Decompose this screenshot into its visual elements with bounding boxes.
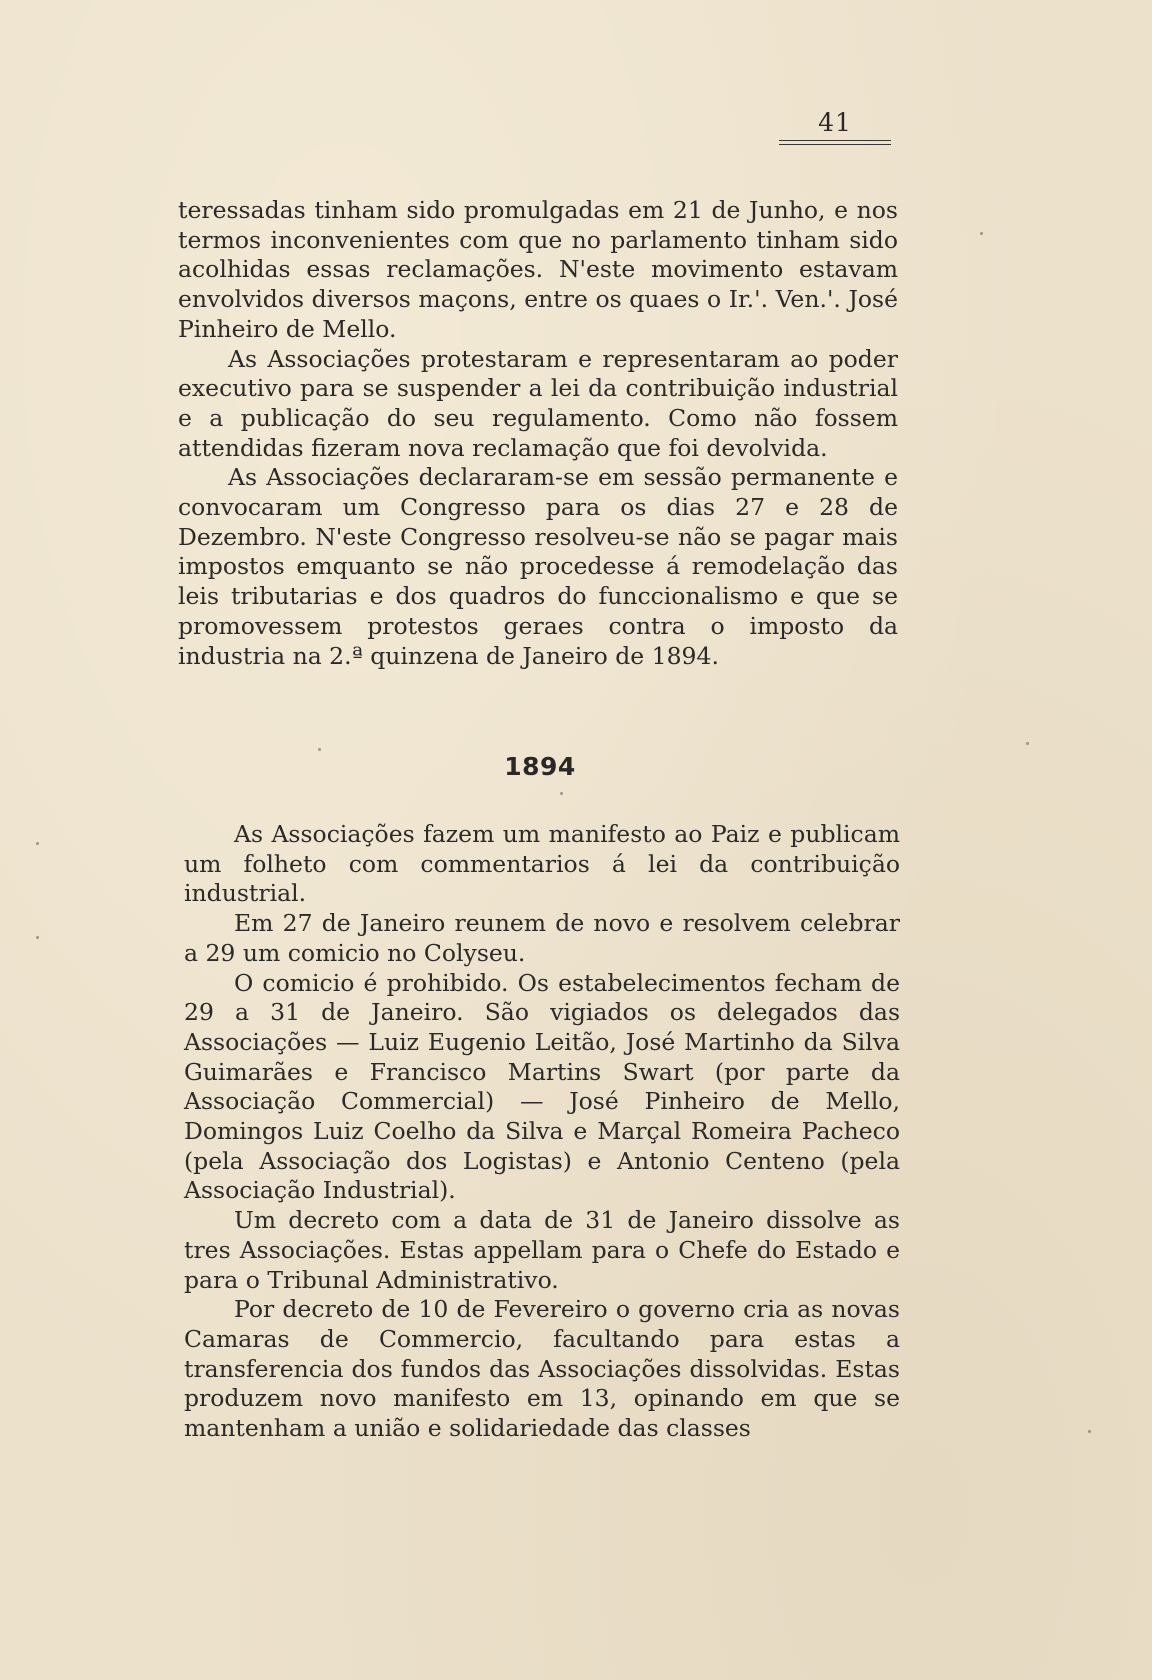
text-block-top (178, 196, 898, 671)
paper-speck (36, 842, 39, 845)
paragraph: teressadas tinham sido promulgadas em 21 de Junho, e nos termos inconvenientes com que no parlamento tinham sido acolhidas essas reclamações. N'este movimento estavam envolvidos diversos maçons, entre os quaes o Ir.'. Ven.'. José Pinheiro de Mello. (178, 196, 898, 343)
paper-speck (560, 792, 563, 795)
page-number-rule-lower (779, 144, 891, 145)
paragraph: Por decreto de 10 de Fevereiro o governo cria as novas Camaras de Commercio, facultando para estas a transferencia dos fundos das Associações dissolvidas. Estas produzem novo manifesto em 13, opinando em que se mantenham a união e solidariedade das classes (184, 1295, 900, 1443)
paper-speck (36, 936, 39, 939)
paper-speck (980, 232, 983, 235)
paper-speck (1026, 742, 1029, 745)
paragraph: Em 27 de Janeiro reunem de novo e resolvem celebrar a 29 um comicio no Colyseu. (184, 909, 900, 967)
paragraph: As Associações declararam-se em sessão permanente e convocaram um Congresso para os dias 27 e 28 de Dezembro. N'este Congresso resolveu-se não se pagar mais impostos emquanto se não procedesse á remodelação das leis tributarias e dos quadros do funccionalismo e que se promovessem protestos geraes contra o imposto da industria na 2.ª quinzena de Janeiro de 1894. (178, 463, 898, 670)
paragraph: As Associações protestaram e representaram ao poder executivo para se suspender a lei da contribuição industrial e a publicação do seu regulamento. Como não fossem attendidas fizeram nova reclamação que foi devolvida. (178, 344, 898, 462)
text-block-bottom (184, 820, 900, 1444)
paper-speck (1088, 1430, 1091, 1433)
page-number-rule (779, 140, 891, 141)
paper-speck (318, 748, 321, 751)
paragraph: As Associações fazem um manifesto ao Paiz e publicam um folheto com commentarios á lei da contribuição industrial. (184, 820, 900, 908)
paragraph: Um decreto com a data de 31 de Janeiro dissolve as tres Associações. Estas appellam para o Chefe do Estado e para o Tribunal Administrativo. (184, 1206, 900, 1294)
section-heading-year: 1894 (504, 752, 576, 781)
page-number: 41 (818, 108, 852, 137)
paragraph: O comicio é prohibido. Os estabelecimentos fecham de 29 a 31 de Janeiro. São vigiados os delegados das Associações — Luiz Eugenio Leitão, José Martinho da Silva Guimarães e Francisco Martins Swart (por parte da Associação Commercial) — José Pinheiro de Mello, Domingos Luiz Coelho da Silva e Marçal Romeira Pacheco (pela Associação dos Logistas) e Antonio Centeno (pela Associação Industrial). (184, 968, 900, 1205)
